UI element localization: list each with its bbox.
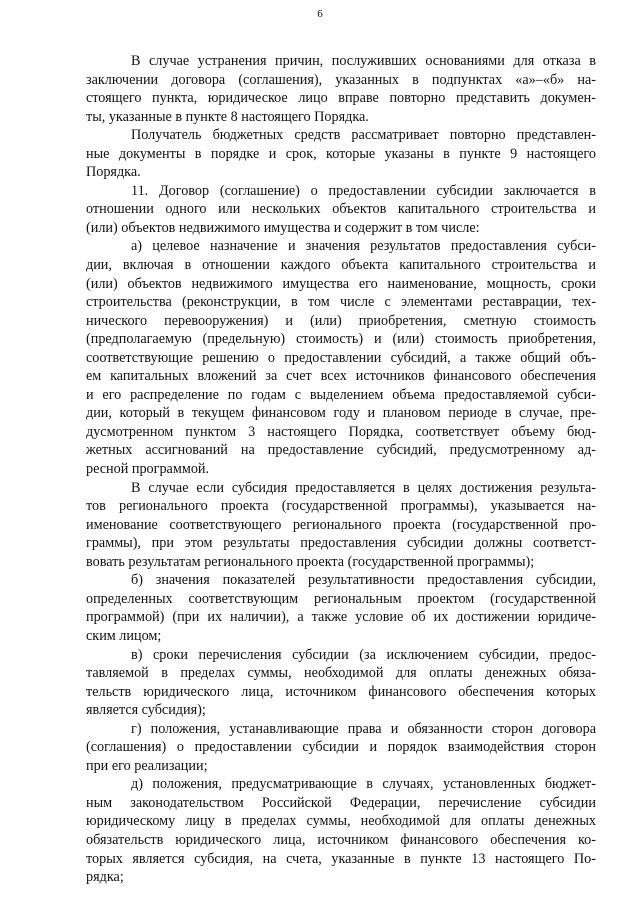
page-number: 6 [317,8,323,20]
text-line: вовать результатам регионального проекта (государственной программы); [86,553,535,570]
text-line: В случае если субсидия предоставляется в целях достижения результа- [131,479,596,496]
text-line: торых является субсидия, на счета, указанные в пункте 13 настоящего По- [86,850,596,867]
text-line: рядка; [86,869,124,886]
text-line: 11. Договор (соглашение) о предоставлении субсидии заключается в [131,182,596,199]
text-line: (или) объектов недвижимого имущества его наименование, мощность, сроки [86,275,596,292]
text-line: (или) объектов недвижимого имущества и содержит в том числе: [86,219,480,236]
text-line: стоящего пункта, юридическое лицо вправе повторно представить докумен- [86,90,596,107]
text-line: тавляемой в пределах суммы, необходимой для оплаты денежных обяза- [86,665,596,682]
text-line: ные документы в порядке и срок, которые указаны в пункте 9 настоящего [86,145,596,162]
text-line: ты, указанные в пункте 8 настоящего Порядка. [86,108,369,125]
document-body [86,52,596,887]
text-line: ресной программой. [86,461,210,478]
text-line: б) значения показателей результативности предоставления субсидии, [131,572,596,589]
text-line: В случае устранения причин, послуживших основаниями для отказа в [131,53,596,69]
text-line: ным законодательством Российской Федерации, перечисление субсидии [86,794,596,811]
text-line: Получатель бюджетных средств рассматривает повторно представлен- [131,127,596,144]
text-line: отношении одного или нескольких объектов капитального строительства и [86,201,596,218]
text-line: и его распределение по годам с выделением объема предоставляемой субси- [86,386,596,403]
text-line: определенных соответствующим региональным проектом (государственной [86,590,596,607]
text-line: дии, включая в отношении каждого объекта капитального строительства и [86,257,596,274]
text-line: д) положения, предусматривающие в случаях, установленных бюджет- [131,776,596,793]
text-line: является субсидия); [86,702,206,719]
text-line: дии, который в текущем финансовом году и плановом периоде в случае, пре- [86,405,596,422]
text-line: жетных ассигнований на предоставление субсидий, предусмотренному ад- [86,442,596,459]
text-line: обязательств юридического лица, источником финансового обеспечения ко- [86,831,596,848]
text-line: г) положения, устанавливающие права и обязанности сторон договора [131,720,596,737]
text-line: соответствующие решению о предоставлении субсидий, а также общий объ- [86,349,596,366]
text-line: программой) (при их наличии), а также условие об их достижении юридиче- [86,609,596,626]
text-line: строительства (реконструкции, в том числе с элементами реставрации, тех- [86,294,596,311]
text-line: заключении договора (соглашения), указанных в подпунктах «а»–«б» на- [86,71,596,88]
text-line: при его реализации; [86,757,208,774]
text-line: (предполагаемую (предельную) стоимость) и (или) стоимость приобретения, [86,331,596,348]
text-line: дусмотренном пунктом 3 настоящего Порядка, соответствует объему бюд- [86,423,596,440]
text-line: ем капитальных вложений за счет всех источников финансового обеспечения [86,368,596,385]
text-line: Порядка. [86,164,141,181]
text-line: тельств юридического лица, источником финансового обеспечения которых [86,683,596,700]
text-line: а) целевое назначение и значения результатов предоставления субси- [131,238,596,255]
text-line: (соглашения) о предоставлении субсидии и порядок взаимодействия сторон [86,739,596,756]
text-line: именование соответствующего регионального проекта (государственной про- [86,516,596,533]
text-line: тов регионального проекта (государственной программы), указывается на- [86,498,596,515]
text-line: граммы), при этом результаты предоставления субсидии должны соответст- [86,535,596,552]
text-line: ским лицом; [86,627,162,644]
text-line: нического перевооружения) и (или) приобретения, сметную стоимость [86,312,596,329]
text-line: юридическому лицу в пределах суммы, необходимой для оплаты денежных [86,813,596,830]
text-line: в) сроки перечисления субсидии (за исключением субсидии, предос- [131,646,596,663]
